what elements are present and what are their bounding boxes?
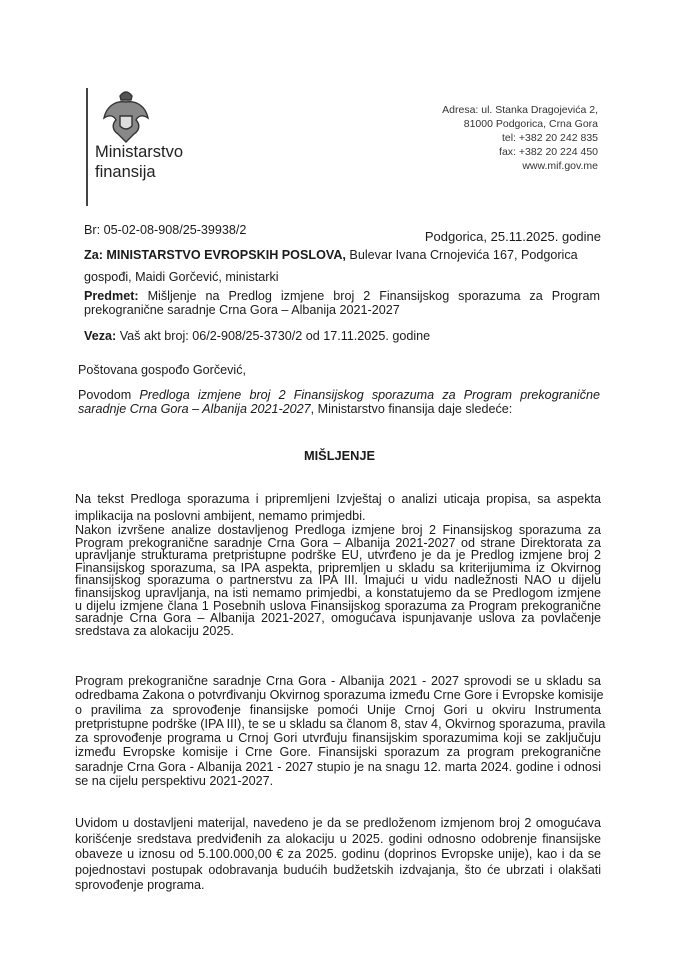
intro-paragraph [78,388,600,416]
paragraph-line: finansijskog sporazuma o partnerstvu za IPA III. Imajući u vidu nadležnosti NAO u dijelu [75,573,601,588]
paragraph-line: Uvidom u dostavljeni materijal, navedeno je da se predloženom izmjenom broj 2 omogućava [75,816,601,830]
paragraph-4 [75,816,601,894]
intro-line [78,402,600,416]
coat-of-arms-logo [100,86,152,148]
recipient-address: Bulevar Ivana Crnojevića 167, Podgorica [345,248,578,262]
intro-italic: saradnje Crna Gora – Albanija 2021-2027 [78,402,311,416]
paragraph-1 [75,491,601,525]
paragraph-line: sprovođenje programa. [75,878,205,893]
phone-line: tel: +382 20 242 835 [501,132,598,144]
reference [84,329,430,343]
paragraph-line: Finansijskog sporazuma, sa IPA aspekta, pripremljen u skladu sa kriterijumima iz Okvirnog [75,560,601,575]
paragraph-line: pretpristupne podrške (IPA III), te se u skladu sa članom 8, stav 4, Okvirnog sporazuma, pravila [75,716,606,731]
paragraph-line: saradnje Crna Gora – Albanija 2021-2027, omogućava ispunjavanje uslova za povlačenje [75,611,601,626]
paragraph-line: Nakon izvršene analize dostavljenog Predloga izmjene broj 2 Finansijskog sporazuma za [75,523,601,537]
letterhead-address [442,103,598,173]
ministry-name-line2: finansija [95,163,156,181]
salutation: Poštovana gospođo Gorčević, [78,363,247,377]
intro-italic: Predloga izmjene broj 2 Finansijskog sporazuma za Program prekogranične [139,388,600,402]
subject-label: Predmet: [84,289,139,303]
paragraph-line: upravljanje strukturama pretpristupne podrške EU, utvrđeno je da je Predlog izmjene broj 2 [75,548,601,563]
address-line: Adresa: ul. Stanka Dragojevića 2, [442,104,598,116]
subject [84,289,600,317]
reference-text: Vaš akt broj: 06/2-908/25-3730/2 od 17.11.2025. godine [116,329,431,343]
subject-line: prekogranične saradnje Crna Gora – Albanija 2021-2027 [84,303,400,317]
ministry-name-line1: Ministarstvo [95,143,184,161]
subject-text: Mišljenje na Predlog izmjene broj 2 Finansijskog sporazuma za Program [138,289,600,303]
recipient-label: Za: [84,248,103,262]
ministry-name [95,142,183,182]
intro-line [78,388,600,402]
recipient [84,248,578,262]
paragraph-line: korišćenje sredstava predviđenih za alokaciju u 2025. godini odnosno odobrenje finansijske [75,831,601,846]
paragraph-line: za sprovođenje programa u Crnoj Gori utvrđuju finansijskim sporazumima koji se zaključuju [75,731,601,746]
paragraph-line: saradnje Crna Gora - Albanija 2021 - 2027 stupio je na snagu 12. marta 2024. godine i odnosi [75,759,601,774]
intro-text: Povodom [78,388,140,402]
paragraph-line: Program prekogranične saradnje Crna Gora – Albanija 2021-2027 od strane Direktorata za [75,535,601,550]
reference-label: Veza: [84,329,117,343]
paragraph-line: implikacija na poslovni ambijent, nemamo primjedbi. [75,509,366,523]
recipient-attention: gospođi, Maidi Gorčević, ministarki [84,270,279,284]
paragraph-3 [75,674,606,789]
paragraph-line: se na cijelu perspektivu 2021-2027. [75,774,274,789]
paragraph-line: Na tekst Predloga sporazuma i pripremljeni Izvještaj o analizi uticaja propisa, sa aspekta [75,492,601,506]
reference-number: Br: 05-02-08-908/25-39938/2 [84,223,247,237]
paragraph-line: sredstava za alokaciju 2025. [75,623,234,638]
website-line: www.mif.gov.me [522,160,598,172]
fax-line: fax: +382 20 224 450 [499,146,598,158]
paragraph-line: između Evropske komisije i Crne Gore. Finansijski sporazum za program prekogranične [75,745,601,760]
paragraph-line: pojednostavi postupak odobravanja budućih budžetskih izdvajanja, što će ubrzati i olakšati [75,862,601,877]
subject-line [84,289,600,303]
paragraph-line: finansijskog upravljanja, na isti nemamo primjedbi, a konstatujemo da se Predlogom izmjene [75,585,601,600]
paragraph-line: obaveze u iznosu od 5.100.000,00 € za 2025. godinu (doprinos Evropske unije), kao i da se [75,847,601,862]
opinion-heading: MIŠLJENJE [303,448,376,463]
address-line: 81000 Podgorica, Crna Gora [463,118,598,130]
recipient-name: MINISTARSTVO EVROPSKIH POSLOVA, [106,248,346,262]
letterhead-divider [86,88,88,206]
paragraph-line: Program prekogranične saradnje Crna Gora - Albanija 2021 - 2027 sprovodi se u skladu sa [75,674,601,688]
place-date: Podgorica, 25.11.2025. godine [424,229,601,244]
paragraph-line: o pravilima za sprovođenje finansijske pomoći Unije Crnoj Gori u okviru Instrumenta [75,702,601,717]
paragraph-line: u dijelu izmjene člana 1 Posebnih uslova Finansijskog sporazuma za Program prekogranične [75,598,601,613]
intro-text: , Ministarstvo finansija daje sledeće: [310,402,513,416]
paragraph-2 [75,524,601,637]
paragraph-line: odredbama Zakona o potvrđivanju Okvirnog sporazuma između Crne Gore i Evropske komisije [75,688,604,703]
